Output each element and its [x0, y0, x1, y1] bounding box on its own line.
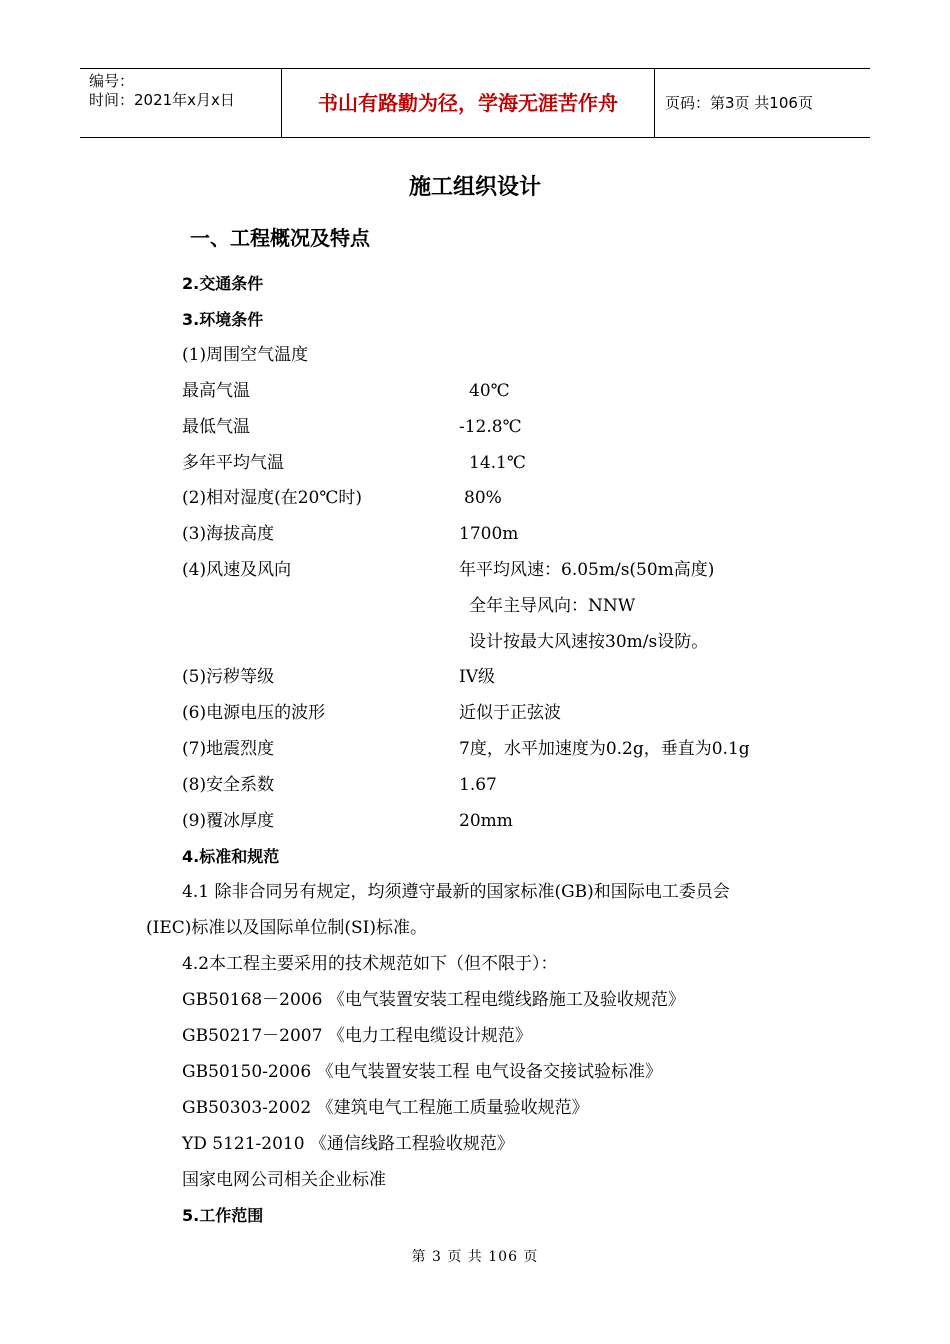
avg-temp-value: 14.1℃ [469, 453, 526, 473]
standards-heading: 4.标准和规范 [182, 847, 280, 866]
standard-item: 国家电网公司相关企业标准 [182, 1170, 386, 1190]
min-temp-label: 最低气温 [182, 417, 250, 437]
standard-item: YD 5121-2010 《通信线路工程验收规范》 [182, 1134, 514, 1154]
seismic-label: (7)地震烈度 [182, 739, 275, 759]
scope-heading: 5.工作范围 [182, 1206, 264, 1225]
standards-p1-line2: (IEC)标准以及国际单位制(SI)标准。 [146, 918, 428, 938]
altitude-label: (3)海拔高度 [182, 524, 275, 544]
waveform-value: 近似于正弦波 [459, 703, 561, 723]
env-heading: 3.环境条件 [182, 310, 264, 329]
wind-label: (4)风速及风向 [182, 560, 292, 580]
standard-item: GB50217－2007 《电力工程电缆设计规范》 [182, 1026, 532, 1046]
standard-item: GB50168－2006 《电气装置安装工程电缆线路施工及验收规范》 [182, 990, 685, 1010]
ice-label: (9)覆冰厚度 [182, 811, 275, 831]
wind-value-2: 全年主导风向：NNW [469, 596, 636, 616]
safety-label: (8)安全系数 [182, 775, 275, 795]
standards-p1-line1: 4.1 除非合同另有规定，均须遵守最新的国家标准(GB)和国际电工委员会 [182, 882, 730, 902]
traffic-heading: 2.交通条件 [182, 274, 264, 293]
standard-item: GB50150-2006 《电气装置安装工程 电气设备交接试验标准》 [182, 1062, 662, 1082]
avg-temp-label: 多年平均气温 [182, 453, 284, 473]
waveform-label: (6)电源电压的波形 [182, 703, 326, 723]
min-temp-value: -12.8℃ [459, 417, 522, 437]
safety-value: 1.67 [459, 775, 497, 795]
altitude-value: 1700m [459, 524, 519, 544]
pollution-label: (5)污秽等级 [182, 667, 275, 687]
section-title: 一、工程概况及特点 [190, 226, 370, 250]
max-temp-label: 最高气温 [182, 381, 250, 401]
header-motto: 书山有路勤为径，学海无涯苦作舟 [282, 69, 655, 137]
document-title: 施工组织设计 [408, 175, 541, 200]
temp-heading: (1)周围空气温度 [182, 345, 309, 365]
seismic-value: 7度，水平加速度为0.2g，垂直为0.1g [459, 739, 750, 759]
wind-value-3: 设计按最大风速按30m/s设防。 [469, 632, 709, 652]
page-footer: 第 3 页 共 106 页 [411, 1249, 539, 1265]
wind-value-1: 年平均风速：6.05m/s(50m高度) [459, 560, 715, 580]
pollution-value: IV级 [459, 667, 495, 687]
humidity-label: (2)相对湿度(在20℃时) [182, 488, 362, 508]
header-table [80, 68, 870, 138]
header-number-label: 编号： [89, 72, 135, 90]
standard-item: GB50303-2002 《建筑电气工程施工质量验收规范》 [182, 1098, 589, 1118]
header-page-info: 页码：第3页 共106页 [665, 94, 813, 112]
header-meta-cell [80, 69, 282, 137]
ice-value: 20mm [459, 811, 513, 831]
standards-p2: 4.2本工程主要采用的技术规范如下（但不限于）： [182, 954, 558, 974]
humidity-value: 80% [464, 488, 502, 508]
max-temp-value: 40℃ [469, 381, 510, 401]
header-date-label: 时间：2021年x月x日 [89, 91, 235, 109]
